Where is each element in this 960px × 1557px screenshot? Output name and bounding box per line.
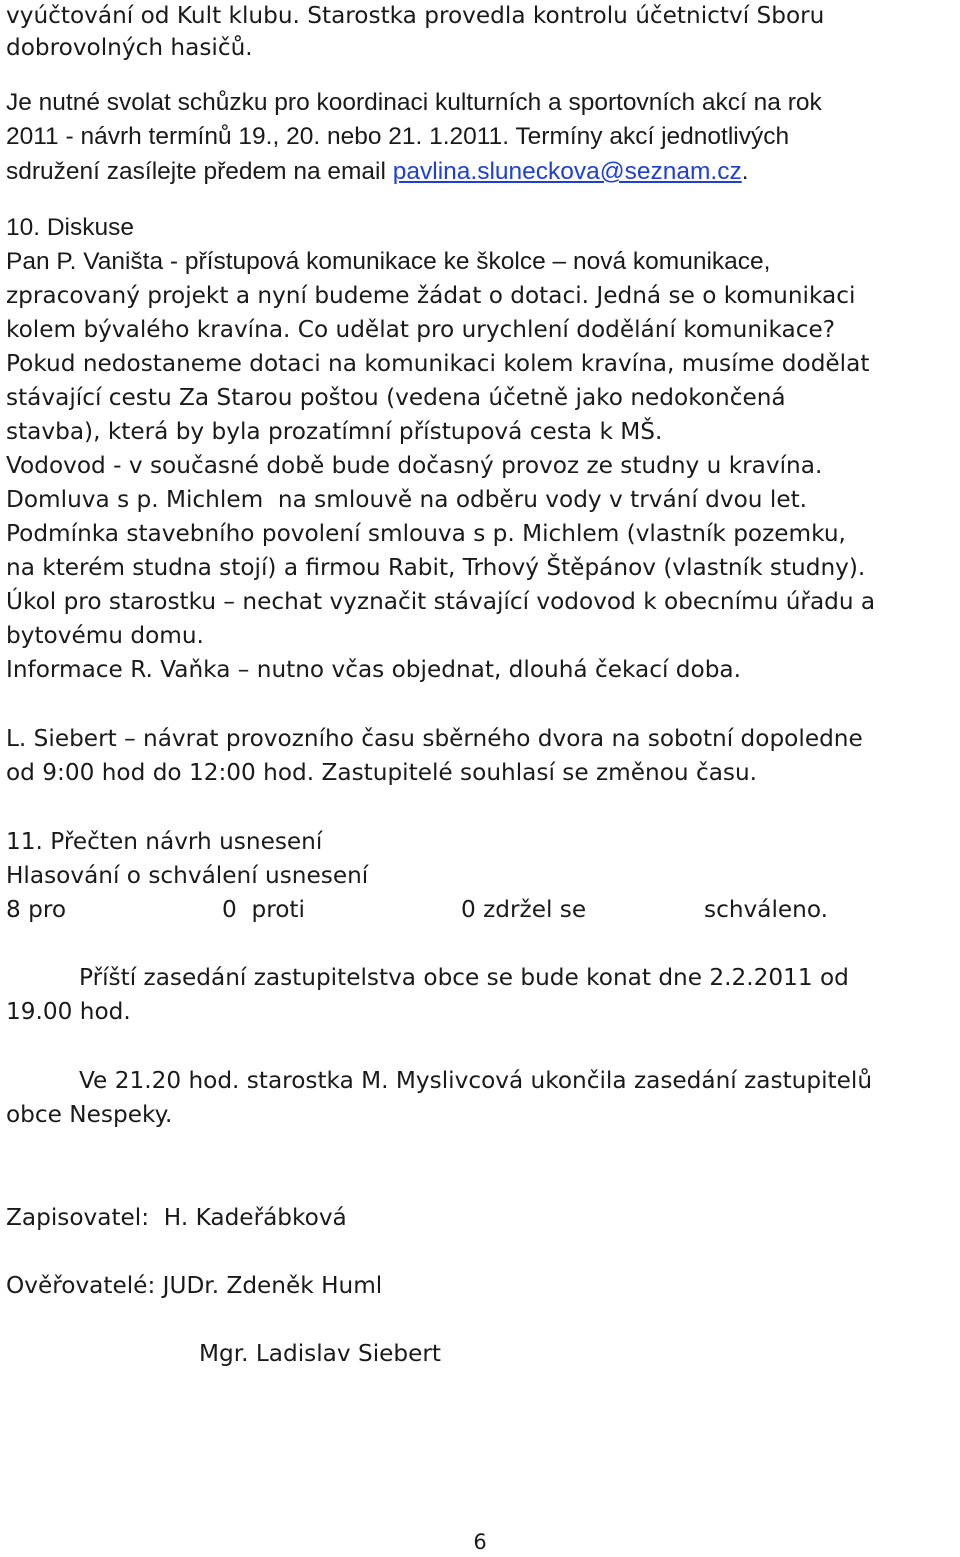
text-line: kolem bývalého kravína. Co udělat pro urychlení dodělání komunikace? xyxy=(6,316,836,343)
text-line: stávající cestu Za Starou poštou (vedena účetně jako nedokončená xyxy=(6,384,786,411)
vote-zdrzel: 0 zdržel se xyxy=(461,896,587,923)
text-line: L. Siebert – návrat provozního času sběrného dvora na sobotní dopoledne xyxy=(6,725,863,752)
text-line: zpracovaný projekt a nyní budeme žádat o dotaci. Jedná se o komunikaci xyxy=(6,282,856,309)
text-line: Podmínka stavebního povolení smlouva s p. Michlem (vlastník pozemku, xyxy=(6,520,846,547)
text-line: 19.00 hod. xyxy=(6,998,131,1025)
vote-proti: 0 proti xyxy=(222,896,305,923)
verifiers-line: Ověřovatelé: JUDr. Zdeněk Huml xyxy=(6,1272,383,1299)
vote-result: schváleno. xyxy=(704,896,829,923)
text-line: obce Nespeky. xyxy=(6,1101,173,1128)
text-line: od 9:00 hod do 12:00 hod. Zastupitelé souhlasí se změnou času. xyxy=(6,759,758,786)
text-line: vyúčtování od Kult klubu. Starostka provedla kontrolu účetnictví Sboru xyxy=(6,2,825,29)
vote-pro: 8 pro xyxy=(6,896,67,923)
text-line: Informace R. Vaňka – nutno včas objednat, dlouhá čekací doba. xyxy=(6,656,742,683)
text-line: 2011 - návrh termínů 19., 20. nebo 21. 1.2011. Termíny akcí jednotlivých xyxy=(6,123,790,150)
section-heading: 11. Přečten návrh usnesení xyxy=(6,828,323,855)
text-line: dobrovolných hasičů. xyxy=(6,34,253,61)
text-line: Pan P. Vaništa - přístupová komunikace ke školce – nová komunikace, xyxy=(6,248,771,275)
text-line-with-email xyxy=(6,155,749,189)
text-line: na kterém studna stojí) a firmou Rabit, Trhový Štěpánov (vlastník studny). xyxy=(6,554,866,581)
text-segment: . xyxy=(741,158,749,185)
text-line: stavba), která by byla prozatímní přístupová cesta k MŠ. xyxy=(6,418,663,445)
text-line: Hlasování o schválení usnesení xyxy=(6,862,369,889)
email-link[interactable]: pavlina.sluneckova@seznam.cz xyxy=(392,158,742,185)
text-line: Úkol pro starostku – nechat vyznačit stávající vodovod k obecnímu úřadu a xyxy=(6,588,876,615)
text-line: Ve 21.20 hod. starostka M. Myslivcová ukončila zasedání zastupitelů xyxy=(79,1067,873,1094)
verifier-name: Mgr. Ladislav Siebert xyxy=(199,1340,442,1367)
page-number: 6 xyxy=(473,1530,487,1554)
text-line: Je nutné svolat schůzku pro koordinaci kulturních a sportovních akcí na rok xyxy=(6,89,822,116)
text-line: Domluva s p. Michlem na smlouvě na odběru vody v trvání dvou let. xyxy=(6,486,808,513)
text-line: bytovému domu. xyxy=(6,622,204,649)
text-line: Příští zasedání zastupitelstva obce se bude konat dne 2.2.2011 od xyxy=(79,964,849,991)
recorder-line: Zapisovatel: H. Kadeřábková xyxy=(6,1204,347,1231)
text-segment: sdružení zasílejte předem na email xyxy=(6,158,393,185)
text-line: Vodovod - v současné době bude dočasný provoz ze studny u kravína. xyxy=(6,452,823,479)
text-line: Pokud nedostaneme dotaci na komunikaci kolem kravína, musíme dodělat xyxy=(6,350,870,377)
section-heading: 10. Diskuse xyxy=(6,214,135,241)
